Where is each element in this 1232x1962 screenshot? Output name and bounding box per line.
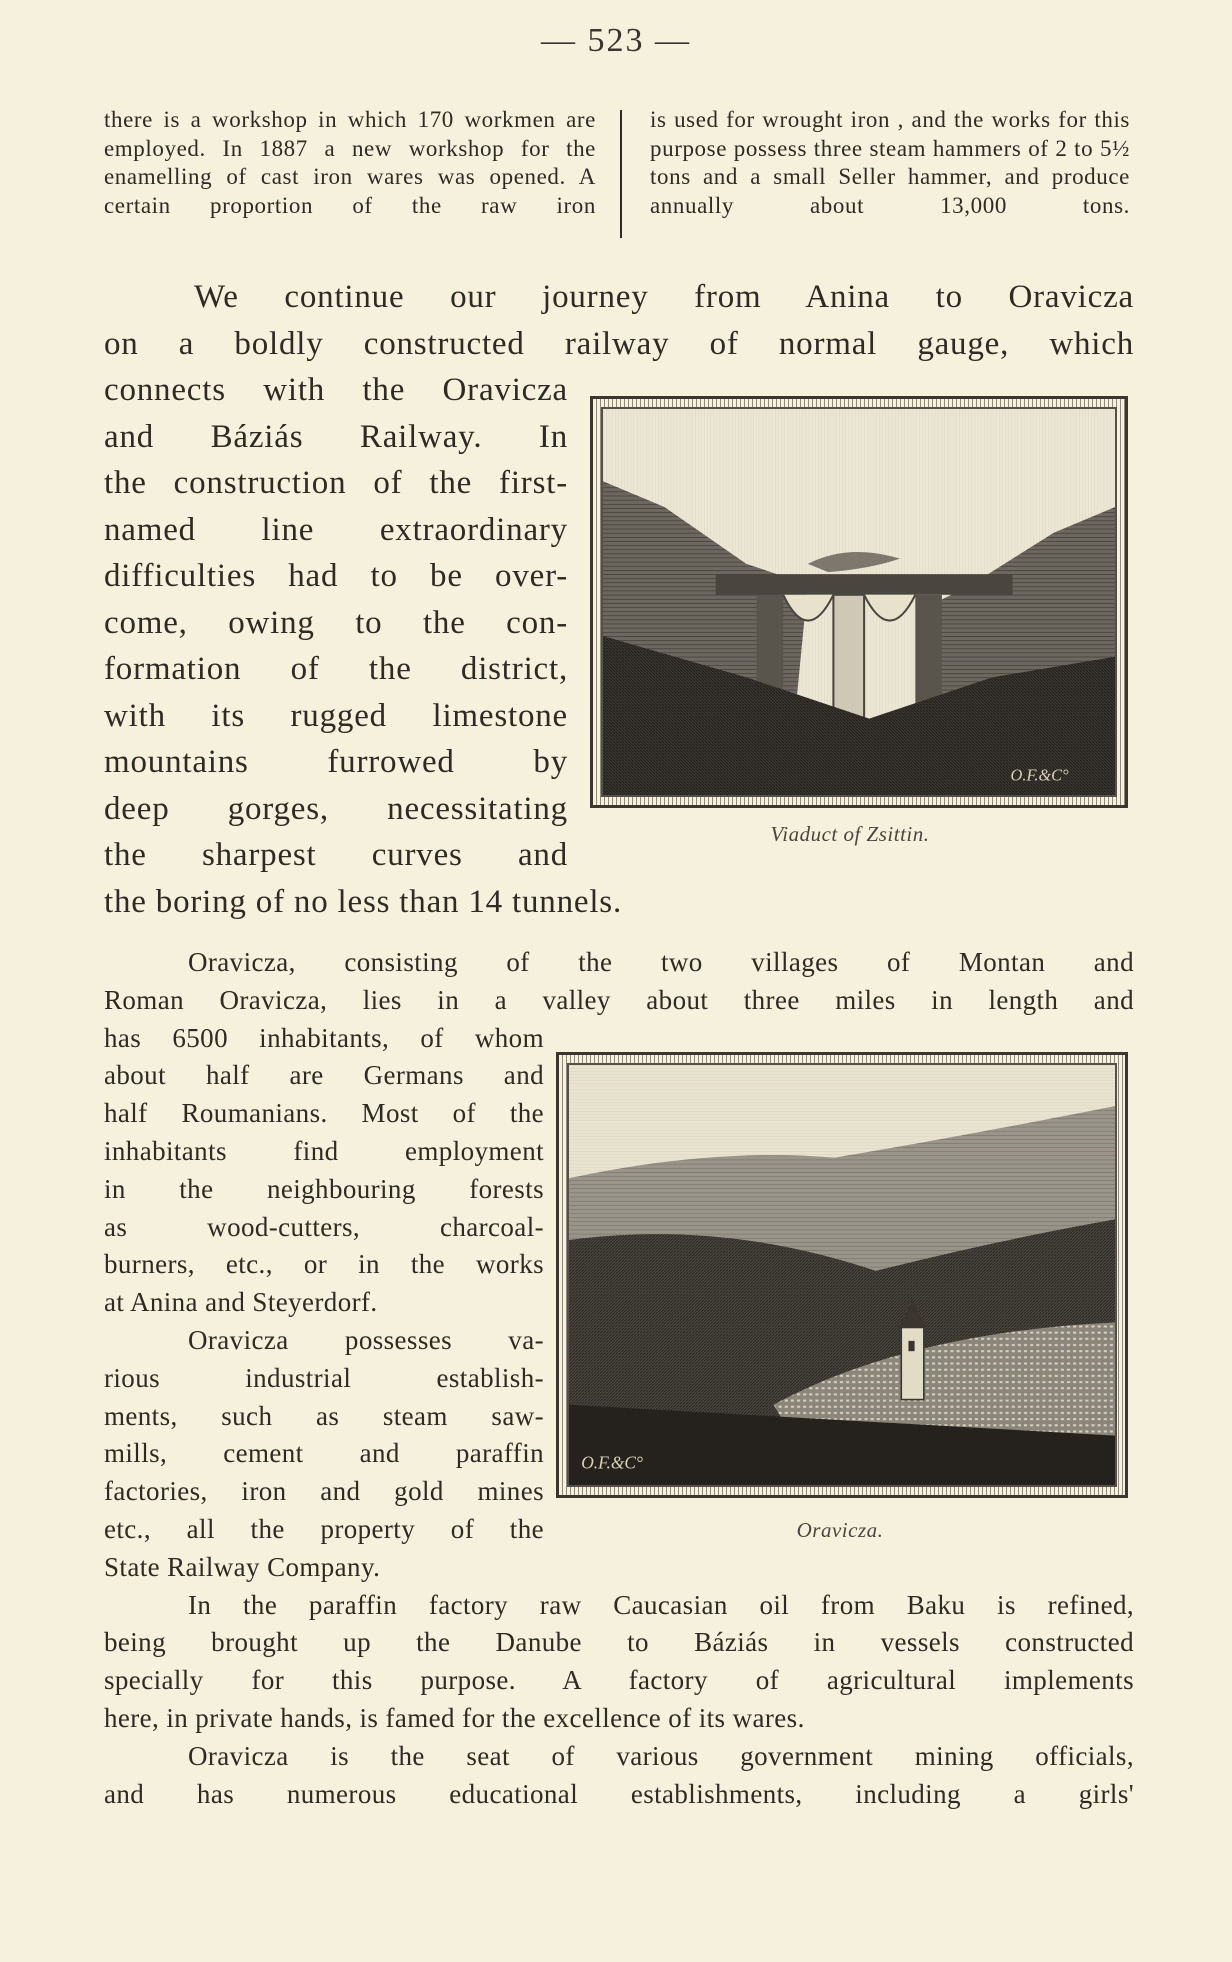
text-line: etc., all the property of the <box>104 1513 544 1544</box>
text-line: as wood-cutters, charcoal- <box>104 1211 544 1242</box>
text-line: the construction of the first- <box>104 465 568 501</box>
viaduct-engraving <box>603 409 1115 795</box>
text-line: half Roumanians. Most of the <box>104 1098 544 1129</box>
text-line: on a boldly constructed railway of normal gauge, which <box>104 325 1134 362</box>
engraver-mark: O.F.&C° <box>1010 765 1069 785</box>
text-line: with its rugged limestone <box>104 697 568 734</box>
text-line: Oravicza is the seat of various government mining officials, <box>188 1740 1134 1771</box>
text-line: mills, cement and paraffin <box>104 1438 544 1469</box>
oravicza-engraving <box>569 1065 1115 1485</box>
text-line: difficulties had to be over- <box>104 558 568 594</box>
text-line: the sharpest curves and <box>104 837 568 873</box>
text-line: deep gorges, necessitating <box>104 790 568 827</box>
text-line: rious industrial establish- <box>104 1362 544 1393</box>
page-number: — 523 — <box>541 22 691 59</box>
text-line: connects with the Oravicza <box>104 372 568 408</box>
text-line: the boring of no less than 14 tunnels. <box>104 883 623 920</box>
text-line: has 6500 inhabitants, of whom <box>104 1022 544 1053</box>
text-line: at Anina and Steyerdorf. <box>104 1287 378 1318</box>
text-line: In the paraffin factory raw Caucasian oil from Baku is refined, <box>188 1589 1134 1620</box>
text-line: Oravicza possesses va- <box>188 1324 544 1355</box>
text-line: here, in private hands, is famed for the excellence of its wares. <box>104 1702 805 1733</box>
text-line: burners, etc., or in the works <box>104 1249 544 1280</box>
text-line: We continue our journey from Anina to Oravicza <box>194 279 1134 315</box>
text-line: named line extraordinary <box>104 511 568 548</box>
text-line: and Báziás Railway. In <box>104 418 568 455</box>
text-line: State Railway Company. <box>104 1551 381 1582</box>
text-line: and has numerous educational establishments, including a girls' <box>104 1778 1134 1809</box>
top-column-left: there is a workshop in which 170 workmen are employed. In 1887 a new workshop for the enamelling of cast iron wares was opened. A certain proportion of the raw iron <box>104 107 596 218</box>
text-line: being brought up the Danube to Báziás in vessels constructed <box>104 1627 1134 1658</box>
text-line: about half are Germans and <box>104 1060 544 1091</box>
top-column-right: is used for wrought iron , and the works for this purpose possess three steam hammers of 2 to 5½ tons and a small Seller hammer, and produce annually about 13,000 tons. <box>650 107 1130 218</box>
text-line: ments, such as steam saw- <box>104 1400 544 1431</box>
text-line: factories, iron and gold mines <box>104 1476 544 1507</box>
figure-viaduct <box>590 396 1128 808</box>
text-line: come, owing to the con- <box>104 604 568 641</box>
text-line: specially for this purpose. A factory of agricultural implements <box>104 1665 1134 1696</box>
text-line: Oravicza, consisting of the two villages of Montan and <box>188 947 1134 977</box>
engraver-mark: O.F.&C° <box>581 1452 643 1473</box>
text-line: formation of the district, <box>104 651 568 687</box>
text-line: inhabitants find employment <box>104 1135 544 1166</box>
text-line: mountains furrowed by <box>104 744 568 780</box>
figure-oravicza <box>556 1052 1128 1498</box>
text-line: Roman Oravicza, lies in a valley about three miles in length and <box>104 984 1134 1015</box>
text-line: in the neighbouring forests <box>104 1173 544 1204</box>
figure-caption-viaduct: Viaduct of Zsittin. <box>770 822 930 846</box>
column-divider <box>620 110 622 238</box>
figure-caption-oravicza: Oravicza. <box>796 1518 884 1542</box>
